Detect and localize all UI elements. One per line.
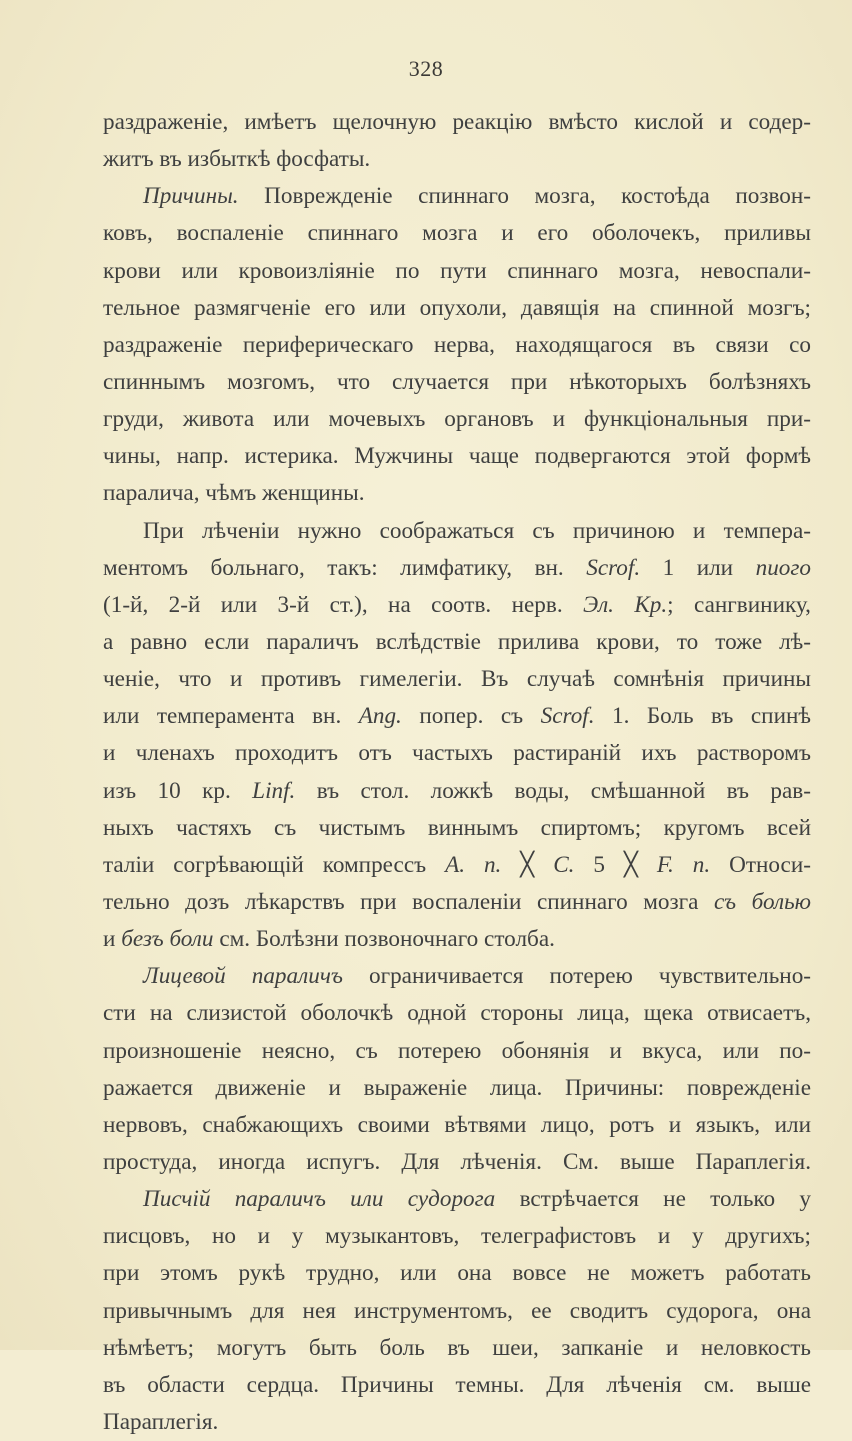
text-line bbox=[103, 1255, 811, 1292]
text-segment: см. Болѣзни позвоночнаго столба. bbox=[213, 926, 555, 953]
italic-text: Эл. Кр. bbox=[583, 591, 668, 618]
text-line bbox=[103, 1033, 811, 1070]
text-segment: писцовъ, но и у музыкантовъ, телеграфистовъ и у другихъ; bbox=[103, 1223, 811, 1250]
italic-text: F. n. bbox=[656, 851, 711, 878]
text-line bbox=[103, 1218, 811, 1255]
text-segment: при этомъ рукѣ трудно, или она вовсе не можетъ работать bbox=[103, 1260, 811, 1287]
text-segment: ментомъ больнаго, такъ: лимфатику, вн. bbox=[103, 554, 587, 581]
italic-text: Scrof. bbox=[586, 554, 641, 581]
text-segment: Поврежденіе спиннаго мозга, костоѣда позвон- bbox=[238, 183, 811, 210]
text-segment: изъ 10 кр. bbox=[103, 777, 253, 804]
text-segment: раздраженіе, имѣетъ щелочную реакцію вмѣсто кислой и содер- bbox=[103, 109, 811, 135]
text-segment: ныхъ частяхъ съ чистымъ виннымъ спиртомъ; кругомъ всей bbox=[103, 814, 811, 841]
text-segment: въ стол. ложкѣ воды, смѣшанной въ рав- bbox=[295, 777, 811, 804]
text-line bbox=[103, 364, 811, 401]
text-segment: и членахъ проходитъ отъ частыхъ растираній ихъ растворомъ bbox=[103, 740, 811, 767]
text-segment: ╳ bbox=[501, 851, 554, 878]
italic-text: Причины. bbox=[143, 183, 239, 210]
text-line bbox=[103, 438, 811, 475]
text-segment: произношеніе неясно, съ потерею обонянія и вкуса, или по- bbox=[103, 1037, 811, 1064]
text-segment: привычнымъ для нея инструментомъ, ее сводитъ судорога, она bbox=[103, 1297, 811, 1324]
italic-text: Linf. bbox=[252, 777, 296, 804]
text-line bbox=[103, 475, 811, 512]
text-line bbox=[103, 884, 811, 921]
text-segment: ченіе, что и противъ гимелегіи. Въ случаѣ сомнѣнія причины bbox=[103, 666, 811, 693]
text-line bbox=[103, 513, 811, 550]
text-line bbox=[103, 1367, 811, 1404]
text-segment: При лѣченіи нужно соображаться съ причиною и темпера- bbox=[143, 517, 811, 544]
text-line bbox=[103, 810, 811, 847]
text-line bbox=[103, 1144, 811, 1181]
italic-text: Scrof. bbox=[540, 703, 595, 730]
text-segment: тельное размягченіе его или опухоли, давящія на спинной мозгъ; bbox=[103, 294, 811, 321]
text-segment: а равно если параличъ вслѣдствіе прилива крови, то тоже лѣ- bbox=[103, 628, 811, 655]
text-segment: чины, напр. истерика. Мужчины чаще подвергаются этой формѣ bbox=[103, 443, 811, 470]
text-segment: нервовъ, снабжающихъ своими вѣтвями лицо, ротъ и языкъ, или bbox=[103, 1111, 811, 1138]
text-segment: ограничивается потерею чувствительно- bbox=[342, 963, 812, 990]
text-line bbox=[103, 1070, 811, 1107]
text-segment: ражается движеніе и выраженіе лица. Причины: поврежденіе bbox=[103, 1074, 811, 1101]
italic-text: Лицевой параличъ bbox=[143, 963, 343, 990]
text-line bbox=[103, 624, 811, 661]
text-segment: нѣмѣетъ; могутъ быть боль въ шеи, запканіе и неловкость bbox=[103, 1334, 811, 1361]
text-line bbox=[103, 698, 811, 735]
text-segment: въ области сердца. Причины темны. Для лѣченія см. выше bbox=[103, 1371, 811, 1398]
text-line bbox=[103, 1181, 811, 1218]
text-line bbox=[103, 1404, 811, 1441]
text-segment: тельно дозъ лѣкарствъ при воспаленіи спиннаго мозга bbox=[103, 888, 715, 915]
italic-text: пиого bbox=[755, 554, 812, 581]
italic-text: съ болью bbox=[714, 888, 811, 915]
text-segment: Относи- bbox=[710, 851, 811, 878]
text-line bbox=[103, 215, 811, 252]
text-line bbox=[103, 401, 811, 438]
text-line bbox=[103, 1293, 811, 1330]
text-segment: 1 или bbox=[640, 554, 756, 581]
text-segment: житъ въ избыткѣ фосфаты. bbox=[103, 146, 371, 173]
text-line bbox=[103, 1330, 811, 1367]
text-segment: раздраженіе периферическаго нерва, находящагося въ связи со bbox=[103, 331, 811, 358]
text-line bbox=[103, 104, 811, 141]
italic-text: C. bbox=[553, 851, 575, 878]
text-segment: и bbox=[103, 926, 122, 953]
text-line bbox=[103, 587, 811, 624]
text-segment: встрѣчается не только у bbox=[495, 1186, 812, 1213]
text-segment: попер. съ bbox=[401, 703, 541, 730]
page-number: 328 bbox=[408, 56, 444, 81]
italic-text: безъ боли bbox=[121, 926, 214, 953]
text-segment: (1-й, 2-й или 3-й ст.), на соотв. нерв. bbox=[103, 591, 584, 618]
body-text bbox=[103, 104, 811, 1441]
italic-text: A. n. bbox=[445, 851, 502, 878]
text-segment: спиннымъ мозгомъ, что случается при нѣкоторыхъ болѣзняхъ bbox=[103, 368, 811, 395]
text-line bbox=[103, 773, 811, 810]
italic-text: Ang. bbox=[358, 703, 402, 730]
text-segment: или темперамента вн. bbox=[103, 703, 359, 730]
text-segment: 1. Боль въ спинѣ bbox=[594, 703, 811, 730]
italic-text: Писчій параличъ или судорога bbox=[143, 1186, 496, 1213]
text-line bbox=[103, 327, 811, 364]
text-segment: 5 ╳ bbox=[574, 851, 657, 878]
text-line bbox=[103, 178, 811, 215]
text-line bbox=[103, 958, 811, 995]
text-line bbox=[103, 141, 811, 178]
text-segment: сти на слизистой оболочкѣ одной стороны лица, щека отвисаетъ, bbox=[103, 1000, 811, 1027]
text-line bbox=[103, 847, 811, 884]
text-segment: простуда, иногда испугъ. Для лѣченія. См. выше Параплегія. bbox=[103, 1148, 811, 1175]
text-line bbox=[103, 550, 811, 587]
text-line bbox=[103, 290, 811, 327]
text-segment: крови или кровоизліяніе по пути спиннаго мозга, невоспали- bbox=[103, 257, 811, 284]
text-segment: паралича, чѣмъ женщины. bbox=[103, 480, 365, 507]
text-segment: Параплегія. bbox=[103, 1408, 219, 1435]
text-line bbox=[103, 1107, 811, 1144]
text-line bbox=[103, 921, 811, 958]
text-line bbox=[103, 995, 811, 1032]
text-segment: ; сангвинику, bbox=[667, 591, 811, 618]
text-segment: ковъ, воспаленіе спиннаго мозга и его оболочекъ, приливы bbox=[103, 220, 811, 247]
text-segment: груди, живота или мочевыхъ органовъ и функціональныя при- bbox=[103, 406, 811, 433]
text-line bbox=[103, 253, 811, 290]
text-segment: таліи согрѣвающій компрессъ bbox=[103, 851, 446, 878]
text-line bbox=[103, 735, 811, 772]
text-line bbox=[103, 661, 811, 698]
